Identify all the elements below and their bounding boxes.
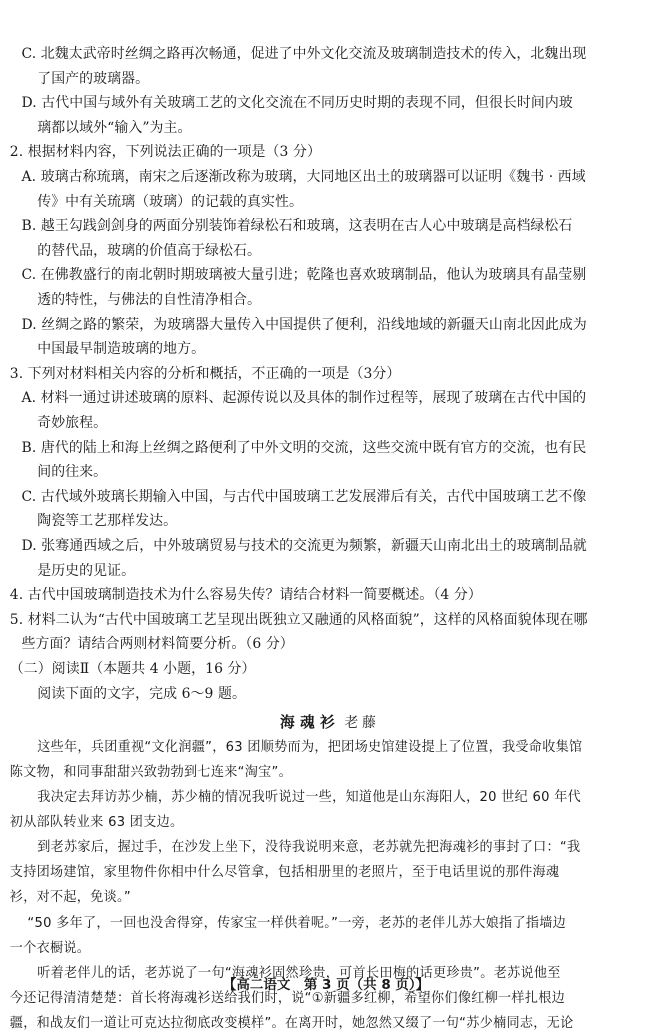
text-line-q3-d1: D. 张骞通西域之后，中外玻璃贸易与技术的交流更为频繁，新疆天山南北出土的玻璃制品就 xyxy=(21,538,587,554)
text-line-d-line1: D. 古代中国与域外有关玻璃工艺的文化交流在不同历史时期的表现不同，但很长时间内玻 xyxy=(21,95,573,111)
page-footer: 【高二语文 第 3 页（共 8 页）】 xyxy=(222,977,430,993)
text-line-q3-b1: B. 唐代的陆上和海上丝绸之路便利了中外文明的交流，这些交流中既有官方的交流，也有民 xyxy=(21,440,587,456)
story-line-s3: 我决定去拜访苏少楠，苏少楠的情况我听说过一些，知道他是山东海阳人，20 世纪 60 年代 xyxy=(37,790,582,805)
text-line-q3-c2: 陶瓷等工艺那样发达。 xyxy=(37,513,178,529)
text-line-sec2: （二）阅读Ⅱ（本题共 4 小题，16 分） xyxy=(9,661,256,677)
story-author: 老藤 xyxy=(344,715,380,731)
text-line-d-line2: 璃都以域外“输入”为主。 xyxy=(37,120,192,136)
text-line-c-line2: 了国产的玻璃器。 xyxy=(37,71,150,87)
story-line-s11: 今还记得清清楚楚：首长将海魂衫送给我们时，说“①新疆多红柳，希望你们像红柳一样扎根边 xyxy=(9,991,566,1006)
text-line-q4: 4. 古代中国玻璃制造技术为什么容易失传？请结合材料一简要概述。（4 分） xyxy=(9,587,482,603)
story-line-s8: “50 多年了，一回也没舍得穿，传家宝一样供着呢。”一旁，老苏的老伴儿苏大娘指了指墙边 xyxy=(27,916,567,931)
story-line-s9: 一个衣橱说。 xyxy=(9,941,91,956)
story-line-s7: 衫，对不起，免谈。” xyxy=(9,890,131,905)
text-line-q3-stem: 3. 下列对材料相关内容的分析和概括，不正确的一项是（3分） xyxy=(9,366,401,382)
text-line-q2-a2: 传》中有关琉璃（玻璃）的记载的真实性。 xyxy=(37,194,303,210)
text-line-c-line1: C. 北魏太武帝时丝绸之路再次畅通，促进了中外文化交流及玻璃制造技术的传入，北魏出现 xyxy=(21,46,587,62)
story-line-s6: 支持团场建馆，家里物件你相中什么尽管拿，包括相册里的老照片，至于电话里说的那件海魂 xyxy=(9,865,560,880)
story-line-s2: 陈文物，和同事甜甜兴致勃勃到七连来“淘宝”。 xyxy=(9,765,293,780)
text-line-q2-b1: B. 越王勾践剑剑身的两面分别装饰着绿松石和玻璃，这表明在古人心中玻璃是高档绿松石 xyxy=(21,218,573,234)
text-line-q5-1: 5. 材料二认为“古代中国玻璃工艺呈现出既独立又融通的风格面貌”，这样的风格面貌体现在哪 xyxy=(9,612,588,628)
text-line-q3-d2: 是历史的见证。 xyxy=(37,563,136,579)
text-line-sec2-inst: 阅读下面的文字，完成 6～9 题。 xyxy=(37,686,246,702)
text-line-q3-b2: 间的往来。 xyxy=(37,464,108,480)
story-title-text: 海 魂 衫 xyxy=(279,713,335,731)
story-title xyxy=(0,710,638,734)
text-line-q2-d1: D. 丝绸之路的繁荣，为玻璃器大量传入中国提供了便利，沿线地域的新疆天山南北因此成为 xyxy=(21,317,587,333)
text-line-q3-a1: A. 材料一通过讲述玻璃的原料、起源传说以及具体的制作过程等，展现了玻璃在古代中国的 xyxy=(21,390,587,406)
text-line-q3-c1: C. 古代域外玻璃长期输入中国，与古代中国玻璃工艺发展滞后有关，古代中国玻璃工艺不像 xyxy=(21,489,587,505)
text-line-q2-b2: 的替代品，玻璃的价值高于绿松石。 xyxy=(37,243,262,259)
text-line-q2-a1: A. 玻璃古称琉璃，南宋之后逐渐改称为玻璃，大同地区出土的玻璃器可以证明《魏书 · 西域 xyxy=(21,169,586,185)
text-line-q2-stem: 2. 根据材料内容，下列说法正确的一项是（3 分） xyxy=(9,144,321,160)
story-line-s10: 听着老伴儿的话，老苏说了一句“海魂衫固然珍贵，可首长田梅的话更珍贵”。老苏说他至 xyxy=(37,966,561,981)
story-line-s5: 到老苏家后，握过手，在沙发上坐下，没待我说明来意，老苏就先把海魂衫的事封了口：“我 xyxy=(37,840,581,855)
text-line-q5-2: 些方面？请结合两则材料简要分析。（6 分） xyxy=(21,636,294,652)
story-line-s4: 初从部队转业来 63 团支边。 xyxy=(9,815,184,830)
text-line-q2-c2: 透的特性，与佛法的自性清净相合。 xyxy=(37,292,262,308)
story-line-s1: 这些年，兵团重视“文化润疆”，63 团顺势而为，把团场史馆建设提上了位置，我受命收集馆 xyxy=(37,740,583,755)
story-line-s12: 疆，和战友们一道让可克达拉彻底改变模样”。在离开时，她忽然又缀了一句“苏少楠同志，无论 xyxy=(9,1016,574,1031)
text-line-q2-d2: 中国最早制造玻璃的地方。 xyxy=(37,341,206,357)
text-line-q3-a2: 奇妙旅程。 xyxy=(37,415,108,431)
text-line-q2-c1: C. 在佛教盛行的南北朝时期玻璃被大量引进；乾隆也喜欢玻璃制品，他认为玻璃具有晶莹剔 xyxy=(21,267,587,283)
